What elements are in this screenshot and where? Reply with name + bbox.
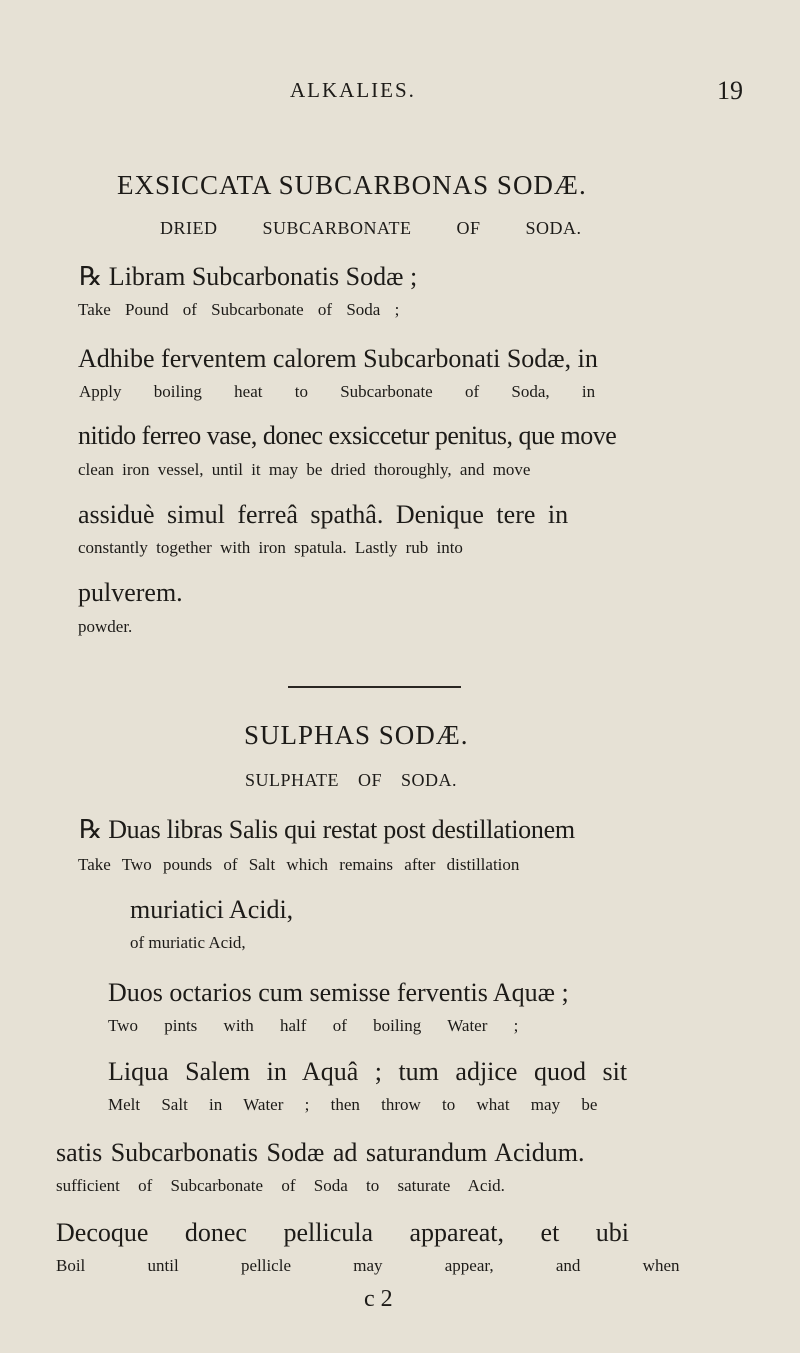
english-line: powder. <box>78 617 133 636</box>
english-line: Boil until pellicle may appear, and when <box>56 1256 680 1275</box>
english-line: Take Pound of Subcarbonate of Soda ; <box>78 300 400 319</box>
latin-line: Liqua Salem in Aquâ ; tum adjice quod sit <box>108 1057 628 1086</box>
page-number: 19 <box>717 76 743 105</box>
english-line: Take Two pounds of Salt which remains after distillation <box>78 855 520 874</box>
latin-line: Decoque donec pellicula appareat, et ubi <box>56 1218 630 1247</box>
section-subtitle: DRIED SUBCARBONATE OF SODA. <box>160 218 582 238</box>
latin-line: satis Subcarbonatis Sodæ ad saturandum Acidum. <box>56 1138 585 1167</box>
section-title: EXSICCATA SUBCARBONAS SODÆ. <box>117 170 587 200</box>
english-line: of muriatic Acid, <box>130 933 246 952</box>
latin-line: ℞ Duas libras Salis qui restat post destillationem <box>79 815 575 844</box>
latin-line: Adhibe ferventem calorem Subcarbonati Sodæ, in <box>78 344 598 373</box>
running-header: ALKALIES. <box>290 78 416 102</box>
latin-line: pulverem. <box>78 578 183 607</box>
english-line: Melt Salt in Water ; then throw to what may be <box>108 1095 598 1114</box>
latin-line: ℞ Libram Subcarbonatis Sodæ ; <box>79 262 418 291</box>
latin-line: assiduè simul ferreâ spathâ. Denique tere in <box>78 500 569 529</box>
english-line: sufficient of Subcarbonate of Soda to saturate Acid. <box>56 1176 505 1195</box>
english-line: constantly together with iron spatula. Lastly rub into <box>78 538 463 557</box>
section-title: SULPHAS SODÆ. <box>244 720 469 750</box>
english-line: clean iron vessel, until it may be dried thoroughly, and move <box>78 460 531 479</box>
latin-line: nitido ferreo vase, donec exsiccetur penitus, que move <box>78 421 617 450</box>
english-line: Apply boiling heat to Subcarbonate of Soda, in <box>79 382 596 401</box>
english-line: Two pints with half of boiling Water ; <box>108 1016 519 1035</box>
latin-line: muriatici Acidi, <box>130 895 294 924</box>
latin-line: Duos octarios cum semisse ferventis Aquæ ; <box>108 978 569 1007</box>
signature-mark: c 2 <box>364 1286 393 1312</box>
section-divider <box>288 686 461 688</box>
section-subtitle: SULPHATE OF SODA. <box>245 770 458 790</box>
